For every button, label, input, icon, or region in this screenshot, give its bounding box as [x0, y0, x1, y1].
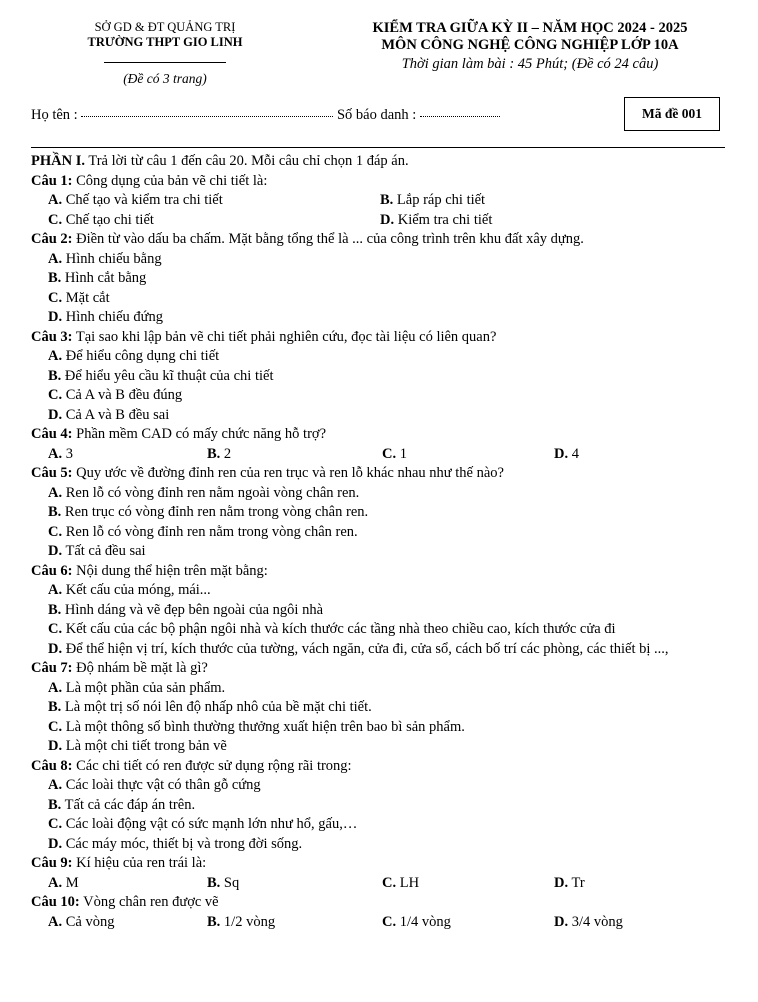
option: C. 1: [382, 445, 407, 462]
question: [31, 172, 725, 192]
option: A. Để hiểu công dụng chi tiết: [48, 348, 220, 364]
option: C. 1/4 vòng: [382, 913, 451, 930]
question-text: Nội dung thể hiện trên mặt bằng:: [72, 562, 268, 579]
options-row: [31, 211, 725, 231]
option: D. 3/4 vòng: [554, 913, 623, 930]
name-label: Họ tên :: [31, 107, 78, 123]
question-number: Câu 6:: [31, 562, 73, 579]
id-field[interactable]: [420, 116, 500, 117]
question: [31, 562, 725, 582]
school-name: TRƯỜNG THPT GIO LINH: [87, 35, 243, 49]
question: [31, 893, 725, 913]
option: C. Các loài động vật có sức mạnh lớn như hổ, gấu,…: [48, 816, 358, 832]
question: [31, 230, 725, 250]
option: B. Sq: [207, 874, 240, 891]
option: A. Kết cấu của móng, mái...: [48, 582, 211, 598]
options-row: [31, 445, 725, 465]
option: C. Là một thông số bình thường thưởng xuất hiện trên bao bì sản phẩm.: [48, 718, 465, 735]
question-text: Điền từ vào dấu ba chấm. Mặt bằng tổng thể là ... của công trình trên khu đất xây dựng.: [72, 231, 584, 247]
option: A. Hình chiếu bằng: [48, 250, 162, 267]
question-number: Câu 7:: [31, 660, 73, 676]
time-note: Thời gian làm bài : 45 Phút; (Đề có 24 câu): [401, 56, 659, 72]
question: [31, 425, 725, 445]
option: A. M: [48, 874, 79, 891]
option: C. Cả A và B đều đúng: [48, 387, 183, 403]
question: [31, 854, 725, 874]
question-number: Câu 2:: [31, 231, 73, 247]
department-name: SỞ GD & ĐT QUẢNG TRỊ: [94, 20, 236, 34]
option: A. Các loài thực vật có thân gỗ cứng: [48, 777, 261, 793]
question: [31, 464, 725, 484]
part-label: PHẦN I.: [31, 153, 85, 169]
option: D. Kiểm tra chi tiết: [380, 211, 493, 228]
question-number: Câu 8:: [31, 757, 73, 774]
option: B. Là một trị số nói lên độ nhấp nhô của bề mặt chi tiết.: [48, 699, 372, 715]
question: [31, 328, 725, 348]
id-label: Số báo danh :: [336, 107, 417, 123]
option: B. Hình dáng và vẽ đẹp bên ngoài của ngôi nhà: [48, 601, 324, 618]
part-heading: [31, 152, 725, 172]
option: C. Mặt cắt: [48, 289, 110, 306]
option: B. Tất cả các đáp án trên.: [48, 796, 196, 813]
question-text: Công dụng của bản vẽ chi tiết là:: [72, 172, 268, 189]
header-left: [40, 20, 290, 87]
question-number: Câu 4:: [31, 426, 73, 442]
option: B. Ren trục có vòng đỉnh ren nằm trong vòng chân ren.: [48, 504, 369, 520]
header-right: [310, 20, 750, 74]
option: C. LH: [382, 874, 420, 891]
question-number: Câu 1:: [31, 172, 73, 189]
question-number: Câu 10:: [31, 894, 80, 910]
option: D. Tất cả đều sai: [48, 543, 146, 559]
option: D. Cả A và B đều sai: [48, 406, 170, 423]
question-text: Độ nhám bề mặt là gì?: [72, 660, 208, 676]
option: B. 1/2 vòng: [207, 913, 276, 930]
option: B. Hình cắt bằng: [48, 270, 147, 286]
option: D. Là một chi tiết trong bản vẽ: [48, 738, 227, 754]
pages-note: (Đề có 3 trang): [123, 71, 207, 86]
exam-code-box: Mã đề 001: [624, 97, 720, 131]
option: B. Lắp ráp chi tiết: [380, 192, 486, 208]
question-number: Câu 5:: [31, 465, 73, 481]
question-text: Tại sao khi lập bản vẽ chi tiết phải nghiên cứu, đọc tài liệu có liên quan?: [72, 328, 497, 345]
options-row: [31, 874, 725, 894]
option: D. Tr: [554, 874, 585, 891]
question-text: Kí hiệu của ren trái là:: [72, 855, 207, 871]
option: D. Để thể hiện vị trí, kích thước của tường, vách ngăn, cửa đi, cửa sổ, cách bố trí các phòng, các thiết bị ...,: [48, 640, 669, 657]
question-number: Câu 9:: [31, 855, 73, 871]
option: C. Kết cấu của các bộ phận ngôi nhà và kích thước các tầng nhà theo chiều cao, kích thước cửa đi: [48, 621, 616, 637]
option: A. Ren lỗ có vòng đỉnh ren nằm ngoài vòng chân ren.: [48, 484, 360, 501]
options-row: [31, 191, 725, 211]
question-text: Phần mềm CAD có mấy chức năng hỗ trợ?: [72, 426, 327, 442]
question-text: Quy ước về đường đỉnh ren của ren trục và ren lỗ khác nhau như thế nào?: [72, 465, 504, 481]
name-field[interactable]: [81, 116, 333, 117]
option: D. Các máy móc, thiết bị và trong đời sống.: [48, 835, 303, 852]
question-number: Câu 3:: [31, 328, 73, 345]
options-row: [31, 913, 725, 933]
divider: [31, 147, 725, 148]
option: A. Chế tạo và kiểm tra chi tiết: [48, 192, 223, 208]
option: A. Cả vòng: [48, 913, 115, 930]
exam-content: [31, 152, 725, 932]
option: A. 3: [48, 445, 73, 462]
subject-title: MÔN CÔNG NGHỆ CÔNG NGHIỆP LỚP 10A: [381, 37, 679, 53]
question: [31, 659, 725, 679]
question-text: Vòng chân ren được vẽ: [79, 894, 219, 910]
option: C. Ren lỗ có vòng đỉnh ren nằm trong vòng chân ren.: [48, 523, 358, 540]
option: B. 2: [207, 445, 232, 462]
option: B. Để hiểu yêu cầu kĩ thuật của chi tiết: [48, 367, 274, 384]
header-rule: [104, 62, 226, 63]
student-info: [31, 107, 500, 124]
exam-title: KIỂM TRA GIỮA KỲ II – NĂM HỌC 2024 - 2025: [372, 20, 688, 36]
option: C. Chế tạo chi tiết: [48, 211, 154, 228]
part-instruction: Trả lời từ câu 1 đến câu 20. Mỗi câu chỉ chọn 1 đáp án.: [84, 153, 409, 169]
question: [31, 757, 725, 777]
option: D. Hình chiếu đứng: [48, 309, 163, 325]
question-text: Các chi tiết có ren được sử dụng rộng rãi trong:: [72, 757, 352, 774]
option: D. 4: [554, 445, 579, 462]
option: A. Là một phần của sản phẩm.: [48, 679, 226, 696]
